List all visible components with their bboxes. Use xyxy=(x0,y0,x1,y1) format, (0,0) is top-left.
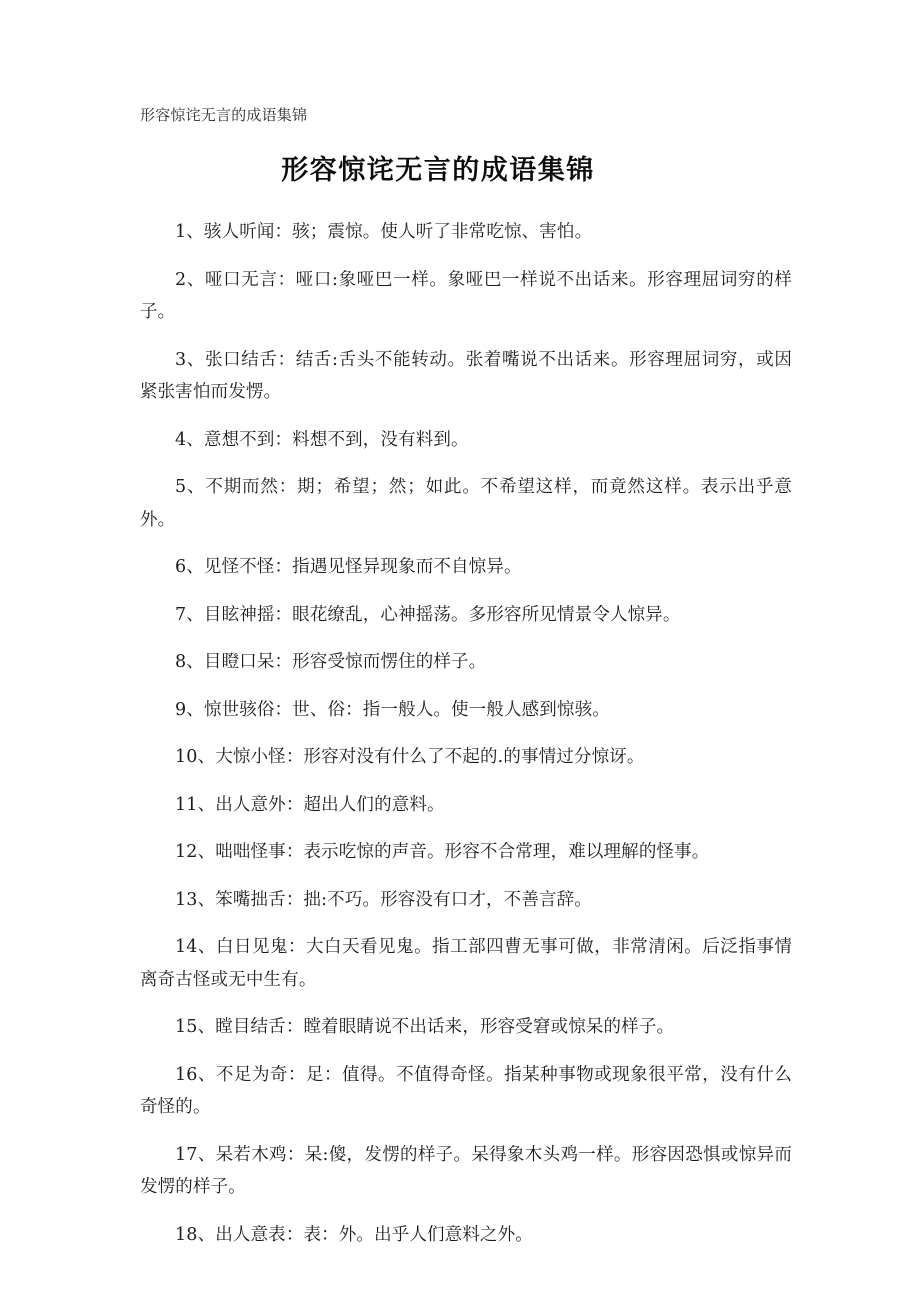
idiom-entry: 9、惊世骇俗：世、俗：指一般人。使一般人感到惊骇。 xyxy=(175,699,610,720)
idiom-entry: 13、笨嘴拙舌：拙:不巧。形容没有口才，不善言辞。 xyxy=(175,889,592,910)
idiom-entry: 5、不期而然：期；希望；然；如此。不希望这样，而竟然这样。表示出乎意外。 xyxy=(140,477,792,530)
idiom-entry: 10、大惊小怪：形容对没有什么了不起的.的事情过分惊讶。 xyxy=(175,747,645,767)
idiom-entry: 6、见怪不怪：指遇见怪异现象而不自惊异。 xyxy=(175,557,522,577)
idiom-entry: 8、目瞪口呆：形容受惊而愣住的样子。 xyxy=(175,652,487,672)
idiom-entry: 16、不足为奇：足：值得。不值得奇怪。指某种事物或现象很平常，没有什么奇怪的。 xyxy=(140,1064,792,1117)
idiom-entry: 17、呆若木鸡：呆:傻，发愣的样子。呆得象木头鸡一样。形容因恐惧或惊异而发愣的样子。 xyxy=(140,1144,792,1197)
page-title: 形容惊诧无言的成语集锦 xyxy=(281,155,595,186)
idiom-entry: 7、目眩神摇：眼花缭乱，心神摇荡。多形容所见情景令人惊异。 xyxy=(175,604,681,625)
idiom-entry: 3、张口结舌：结舌:舌头不能转动。张着嘴说不出话来。形容理屈词穷，或因紧张害怕而发愣。 xyxy=(140,349,792,402)
idiom-entry-list xyxy=(140,216,792,1251)
idiom-entry: 14、白日见鬼：大白天看见鬼。指工部四曹无事可做，非常清闲。后泛指事情离奇古怪或无中生有。 xyxy=(140,937,792,990)
idiom-entry: 11、出人意外：超出人们的意料。 xyxy=(175,794,445,815)
idiom-entry: 4、意想不到：料想不到，没有料到。 xyxy=(175,429,469,450)
idiom-entry: 2、哑口无言：哑口:象哑巴一样。象哑巴一样说不出话来。形容理屈词穷的样子。 xyxy=(140,269,792,322)
idiom-entry: 15、瞠目结舌：瞠着眼睛说不出话来，形容受窘或惊呆的样子。 xyxy=(175,1017,675,1037)
document-content xyxy=(140,104,792,1251)
document-header-line: 形容惊诧无言的成语集锦 xyxy=(140,106,308,124)
idiom-entry: 12、咄咄怪事：表示吃惊的声音。形容不合常理，难以理解的怪事。 xyxy=(175,842,710,862)
idiom-entry: 1、骇人听闻：骇；震惊。使人听了非常吃惊、害怕。 xyxy=(175,222,593,242)
idiom-entry: 18、出人意表：表：外。出乎人们意料之外。 xyxy=(175,1224,533,1245)
